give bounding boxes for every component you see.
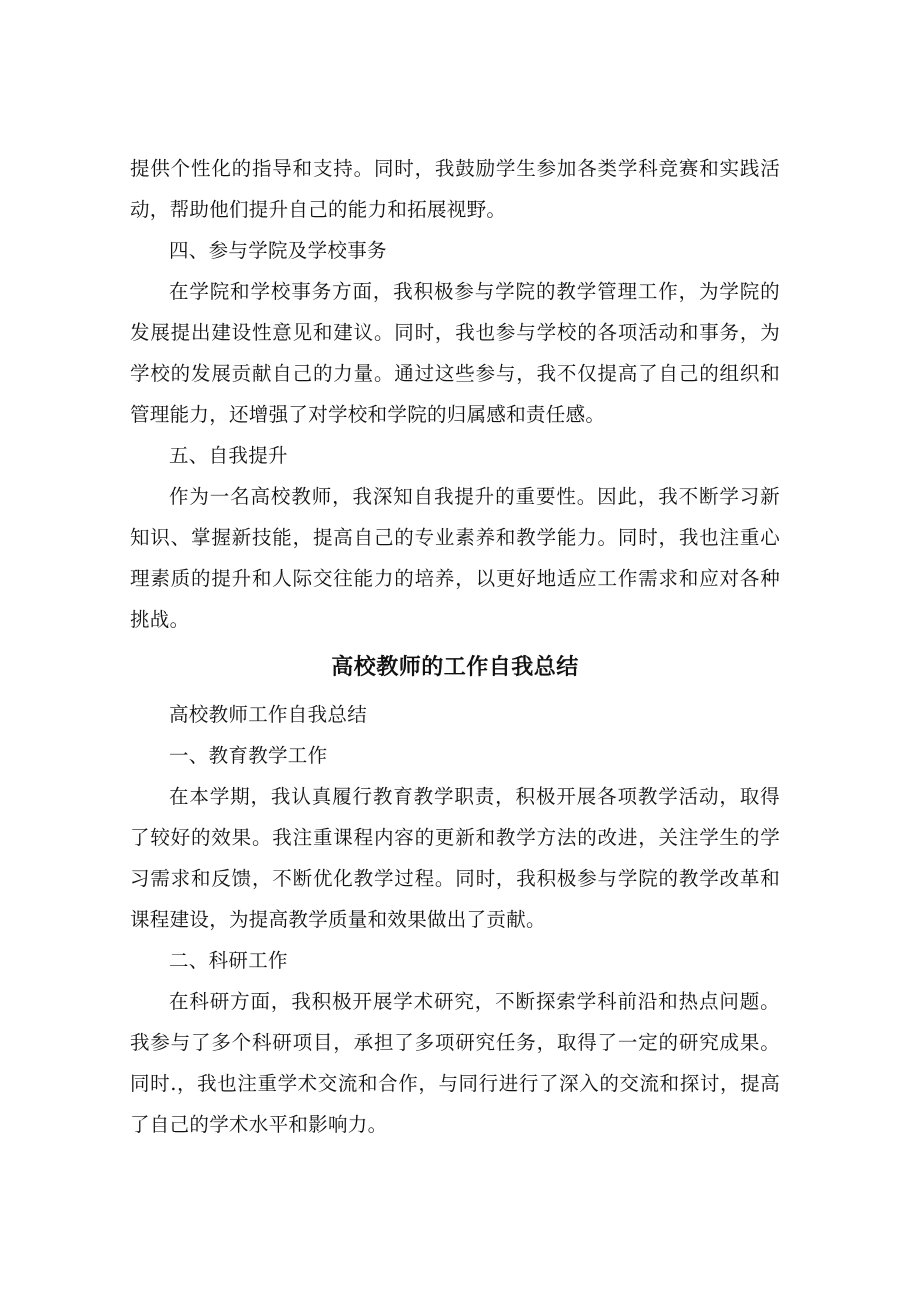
document-body bbox=[130, 148, 780, 1145]
paragraph-self-improvement: 作为一名高校教师，我深知自我提升的重要性。因此，我不断学习新知识、掌握新技能，提高自己的专业素养和教学能力。同时，我也注重心理素质的提升和人际交往能力的培养，以更好地适应工作需求和应对各种挑战。 bbox=[130, 485, 780, 631]
document-subtitle: 高校教师工作自我总结 bbox=[169, 703, 368, 726]
document-title: 高校教师的工作自我总结 bbox=[331, 654, 579, 680]
section-heading-2: 二、科研工作 bbox=[169, 949, 288, 972]
paragraph-research: 在科研方面，我积极开展学术研究，不断探索学科前沿和热点问题。我参与了多个科研项目，承担了多项研究任务，取得了一定的研究成果。同时.，我也注重学术交流和合作，与同行进行了深入的交流和探讨，提高了自己的学术水平和影响力。 bbox=[130, 990, 780, 1136]
section-heading-4: 四、参与学院及学校事务 bbox=[169, 239, 387, 262]
paragraph-teaching: 在本学期，我认真履行教育教学职责，积极开展各项教学活动，取得了较好的效果。我注重课程内容的更新和教学方法的改进，关注学生的学习需求和反馈，不断优化教学过程。同时，我积极参与学院的教学改革和课程建设，为提高教学质量和效果做出了贡献。 bbox=[130, 785, 780, 931]
section-heading-5: 五、自我提升 bbox=[169, 444, 288, 467]
paragraph-school-affairs: 在学院和学校事务方面，我积极参与学院的教学管理工作，为学院的发展提出建设性意见和建议。同时，我也参与学校的各项活动和事务，为学校的发展贡献自己的力量。通过这些参与，我不仅提高了自己的组织和管理能力，还增强了对学校和学院的归属感和责任感。 bbox=[130, 280, 780, 426]
section-heading-1: 一、教育教学工作 bbox=[169, 744, 328, 767]
continuation-paragraph: 提供个性化的指导和支持。同时，我鼓励学生参加各类学科竞赛和实践活动，帮助他们提升自己的能力和拓展视野。 bbox=[130, 157, 780, 221]
